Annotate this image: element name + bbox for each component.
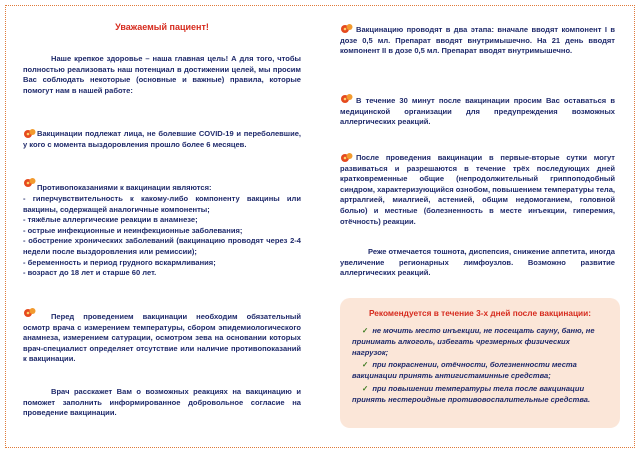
after-text: После проведения вакцинации в первые-вторые сутки могут развиваться и разрешаются в течение трёх последующих дней кратковременные общие (непродолжительный гриппоподобный синдром, характеризующийся ознобом, повышением температуры тела, артралгией, миалгией, астенией, общим недомоганием, головной болью) и местные (болезненность в месте инъекции, гиперемия, отёчность) реакции. [340, 153, 615, 226]
exam-text: Перед проведением вакцинации необходим обязательный осмотр врача с измерением температуры, сбором эпидемиологического анамнеза, измерением сатурации, осмотром зева на основании которых врач-специалист определяет отсутствие или наличие противопоказаний к вакцинации. [23, 312, 301, 364]
check-icon: ✓ [362, 383, 369, 393]
list-item: - обострение хронических заболеваний (вакцинацию проводят через 2-4 недели после выздоровления или ремиссии); [23, 236, 301, 256]
recommendation-list [352, 326, 608, 408]
rare-reactions-text: Реже отмечается тошнота, диспепсия, снижение аппетита, иногда увеличение регионарных лимфоузлов. Возможно развитие аллергических реакций. [340, 247, 615, 278]
list-item: - возраст до 18 лет и старше 60 лет. [23, 268, 157, 278]
list-item: - острые инфекционные и неинфекционные заболевания; [23, 225, 243, 235]
list-item: - тяжёлые аллергические реакции в анамнезе; [23, 215, 198, 225]
check-icon: ✓ [362, 326, 369, 335]
wait-text: В течение 30 минут после вакцинации просим Вас оставаться в медицинской организации для предупреждения возможных аллергических реакций. [340, 96, 615, 127]
intro-text: Наше крепкое здоровье – наша главная цель! А для того, чтобы полностью реализовать наш потенциал в достижении целей, мы просим Вас соблюдать некоторые (основные и важные) правила, которые помогут нам в нашей работе: [23, 54, 301, 95]
eligibility-text: Вакцинации подлежат лица, не болевшие COVID-19 и переболевшие, у кого с момента выздоровления прошло более 6 месяцев. [23, 129, 301, 149]
left-column [23, 0, 301, 453]
list-item: ✓ при повышении температуры тела после вакцинации принять нестероидные противовоспалительные средства. [352, 383, 591, 404]
list-item: - гиперчувствительность к какому-либо компоненту вакцины или вакцины, содержащей аналогичные компоненты; [23, 194, 301, 214]
list-item: - беременность и период грудного вскармливания; [23, 257, 216, 267]
page-title: Уважаемый пациент! [115, 22, 209, 32]
recommendation-title: Рекомендуется в течение 3-х дней после вакцинации: [368, 308, 592, 318]
contra-heading: Противопоказаниями к вакцинации являются: [37, 183, 212, 192]
contra-list [23, 194, 301, 279]
list-item: ✓ не мочить место инъекции, не посещать сауну, баню, не принимать алкоголь, избегать чрезмерных физических нагрузок; [352, 326, 595, 357]
check-icon: ✓ [362, 360, 369, 370]
stages-text: Вакцинацию проводят в два этапа: вначале вводят компонент I в дозе 0,5 мл. Препарат вводят внутримышечно. На 21 день вводят компонент II в дозе 0,5 мл. Препарат вводят внутримышечно. [340, 25, 615, 56]
consent-text: Врач расскажет Вам о возможных реакциях на вакцинацию и поможет заполнить информированное добровольное согласие на проведение вакцинации. [23, 387, 301, 418]
list-item: ✓ при покраснении, отёчности, болезненности места вакцинации принять антигистаминные средства; [352, 360, 577, 381]
recommendation-box [340, 298, 620, 428]
